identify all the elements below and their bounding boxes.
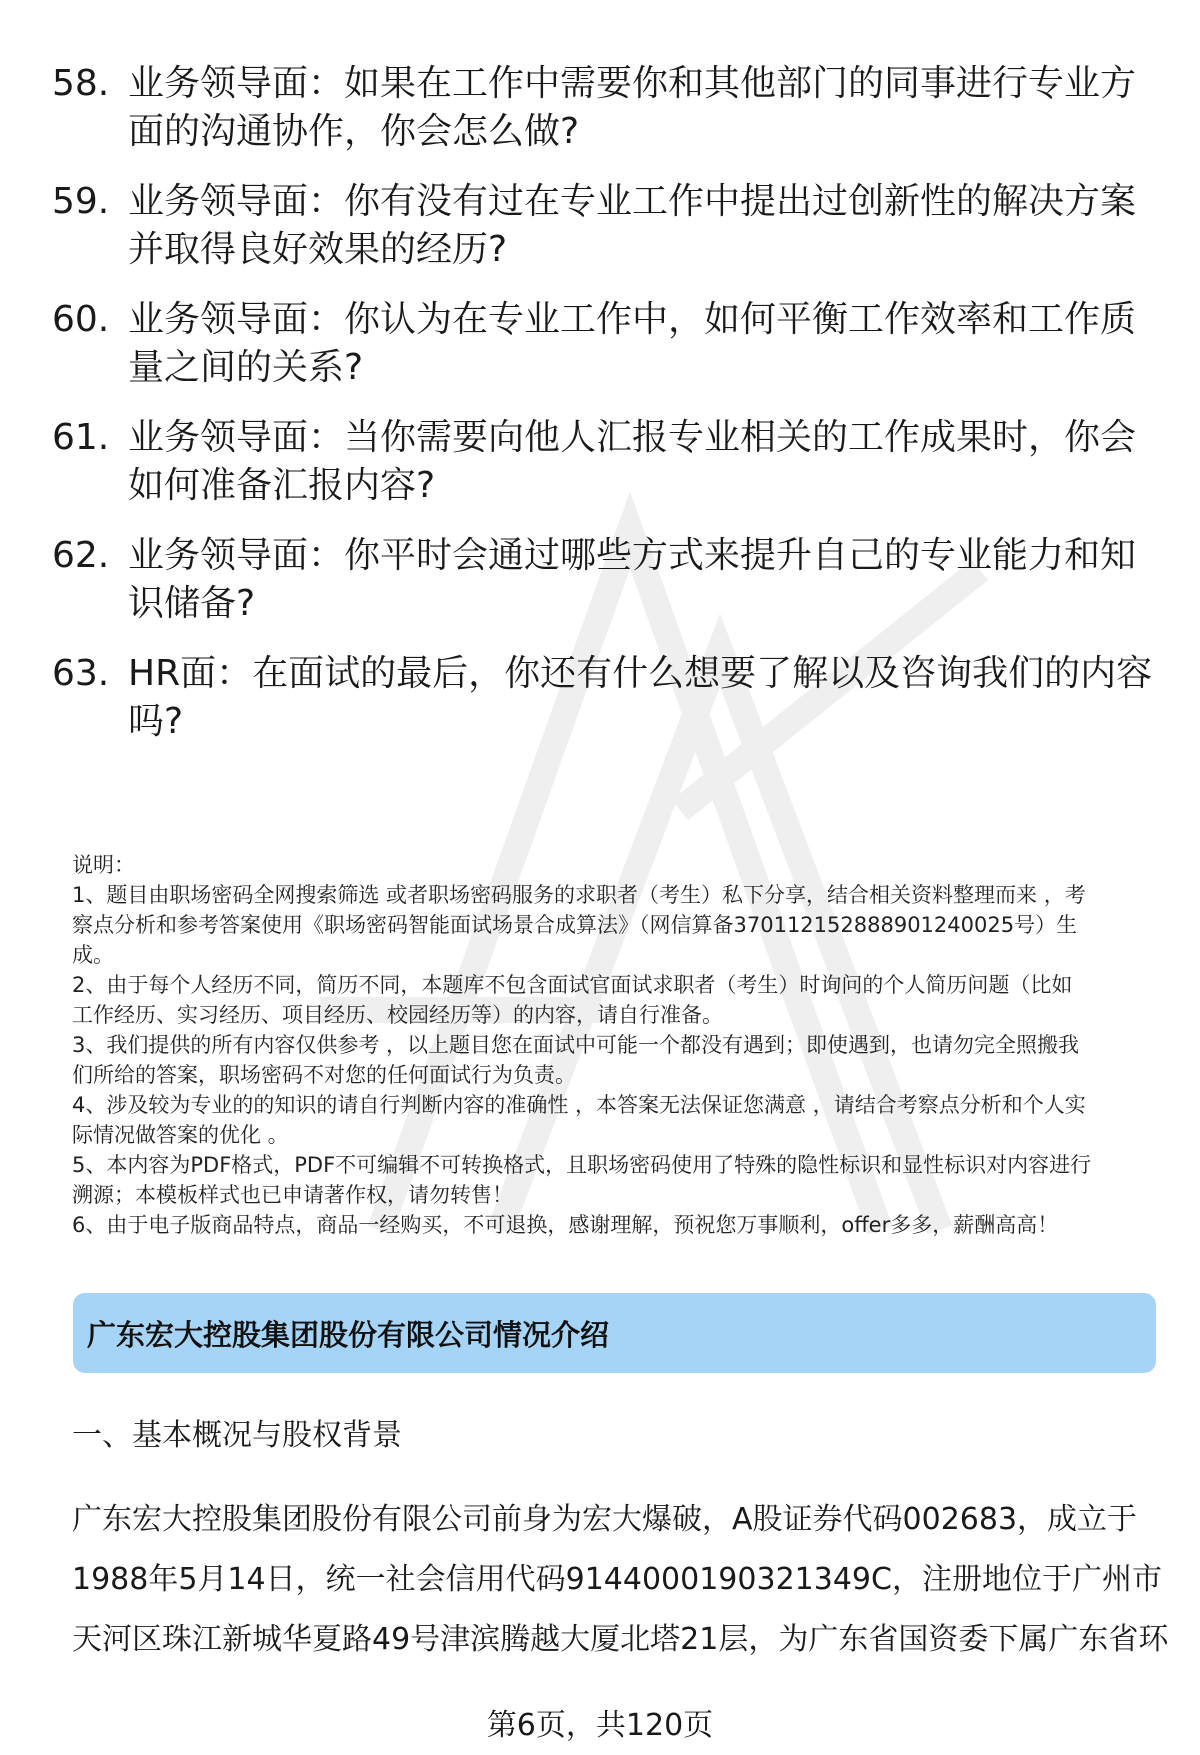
question-number: 58. [52,63,110,104]
question-number: 61. [52,417,110,458]
notes-line: 2、由于每个人经历不同，简历不同，本题库不包含面试官面试求职者（考生）时询问的个人简历问题（比如 [72,973,1073,997]
question-text: 业务领导面：当你需要向他人汇报专业相关的工作成果时，你会 [128,417,1137,458]
question-58 [52,60,1162,156]
notes-line: 3、我们提供的所有内容仅供参考 ，以上题目您在面试中可能一个都没有遇到；即使遇到，也请勿完全照搬我 [72,1033,1080,1057]
section-heading: 一、基本概况与股权背景 [72,1418,402,1453]
company-intro-title: 广东宏大控股集团股份有限公司情况介绍 [87,1317,610,1352]
question-text-cont: 吗? [128,701,184,742]
question-text-cont: 如何准备汇报内容? [128,465,436,506]
question-text: 业务领导面：你认为在专业工作中，如何平衡工作效率和工作质 [128,299,1137,340]
question-text: 业务领导面：你平时会通过哪些方式来提升自己的专业能力和知 [128,535,1137,576]
question-text: 业务领导面：你有没有过在专业工作中提出过创新性的解决方案 [128,181,1137,222]
question-number: 60. [52,299,110,340]
notes-line: 际情况做答案的优化 。 [72,1123,289,1147]
question-text-cont: 识储备? [128,583,256,624]
notes-line: 4、涉及较为专业的的知识的请自行判断内容的准确性 ，本答案无法保证您满意 ，请结合考察点分析和个人实 [72,1093,1086,1117]
question-number: 63. [52,653,110,694]
notes-heading: 说明： [72,853,135,877]
notes-line: 成。 [72,943,114,967]
question-text: 业务领导面：如果在工作中需要你和其他部门的同事进行专业方 [128,63,1137,104]
question-63 [52,650,1162,746]
question-text: HR面：在面试的最后，你还有什么想要了解以及咨询我们的内容 [128,653,1153,694]
page-number: 第6页，共120页 [486,1708,714,1743]
question-number: 62. [52,535,110,576]
notes-line: 5、本内容为PDF格式，PDF不可编辑不可转换格式，且职场密码使用了特殊的隐性标识和显性标识对内容进行 [72,1153,1092,1177]
paragraph-line: 天河区珠江新城华夏路49号津滨腾越大厦北塔21层，为广东省国资委下属广东省环 [72,1622,1169,1657]
question-text-cont: 并取得良好效果的经历? [128,229,508,270]
question-text-cont: 量之间的关系? [128,347,364,388]
notes-line: 溯源；本模板样式也已申请著作权，请勿转售！ [72,1183,513,1207]
paragraph-line: 1988年5月14日，统一社会信用代码9144000190321349C，注册地位于广州市 [72,1562,1162,1597]
notes-line: 6、由于电子版商品特点，商品一经购买，不可退换，感谢理解，预祝您万事顺利，offer多多，薪酬高高！ [72,1213,1059,1237]
notes-line: 工作经历、实习经历、项目经历、校园经历等）的内容，请自行准备。 [72,1003,723,1027]
notes-line: 们所给的答案，职场密码不对您的任何面试行为负责。 [72,1063,576,1087]
question-number: 59. [52,181,110,222]
question-text-cont: 面的沟通协作，你会怎么做? [128,111,580,152]
notes-line: 1、题目由职场密码全网搜索筛选 或者职场密码服务的求职者（考生）私下分享，结合相关资料整理而来 ，考 [72,883,1086,907]
company-intro-banner [73,1293,1156,1373]
question-61 [52,414,1162,510]
question-59 [52,178,1162,274]
section-paragraph [72,1490,1169,1670]
question-62 [52,532,1162,628]
notes-section [72,850,1162,1240]
paragraph-line: 广东宏大控股集团股份有限公司前身为宏大爆破，A股证券代码002683，成立于 [72,1502,1138,1537]
question-60 [52,296,1162,392]
notes-line: 察点分析和参考答案使用《职场密码智能面试场景合成算法》（网信算备370112152888901240025号）生 [72,913,1078,937]
